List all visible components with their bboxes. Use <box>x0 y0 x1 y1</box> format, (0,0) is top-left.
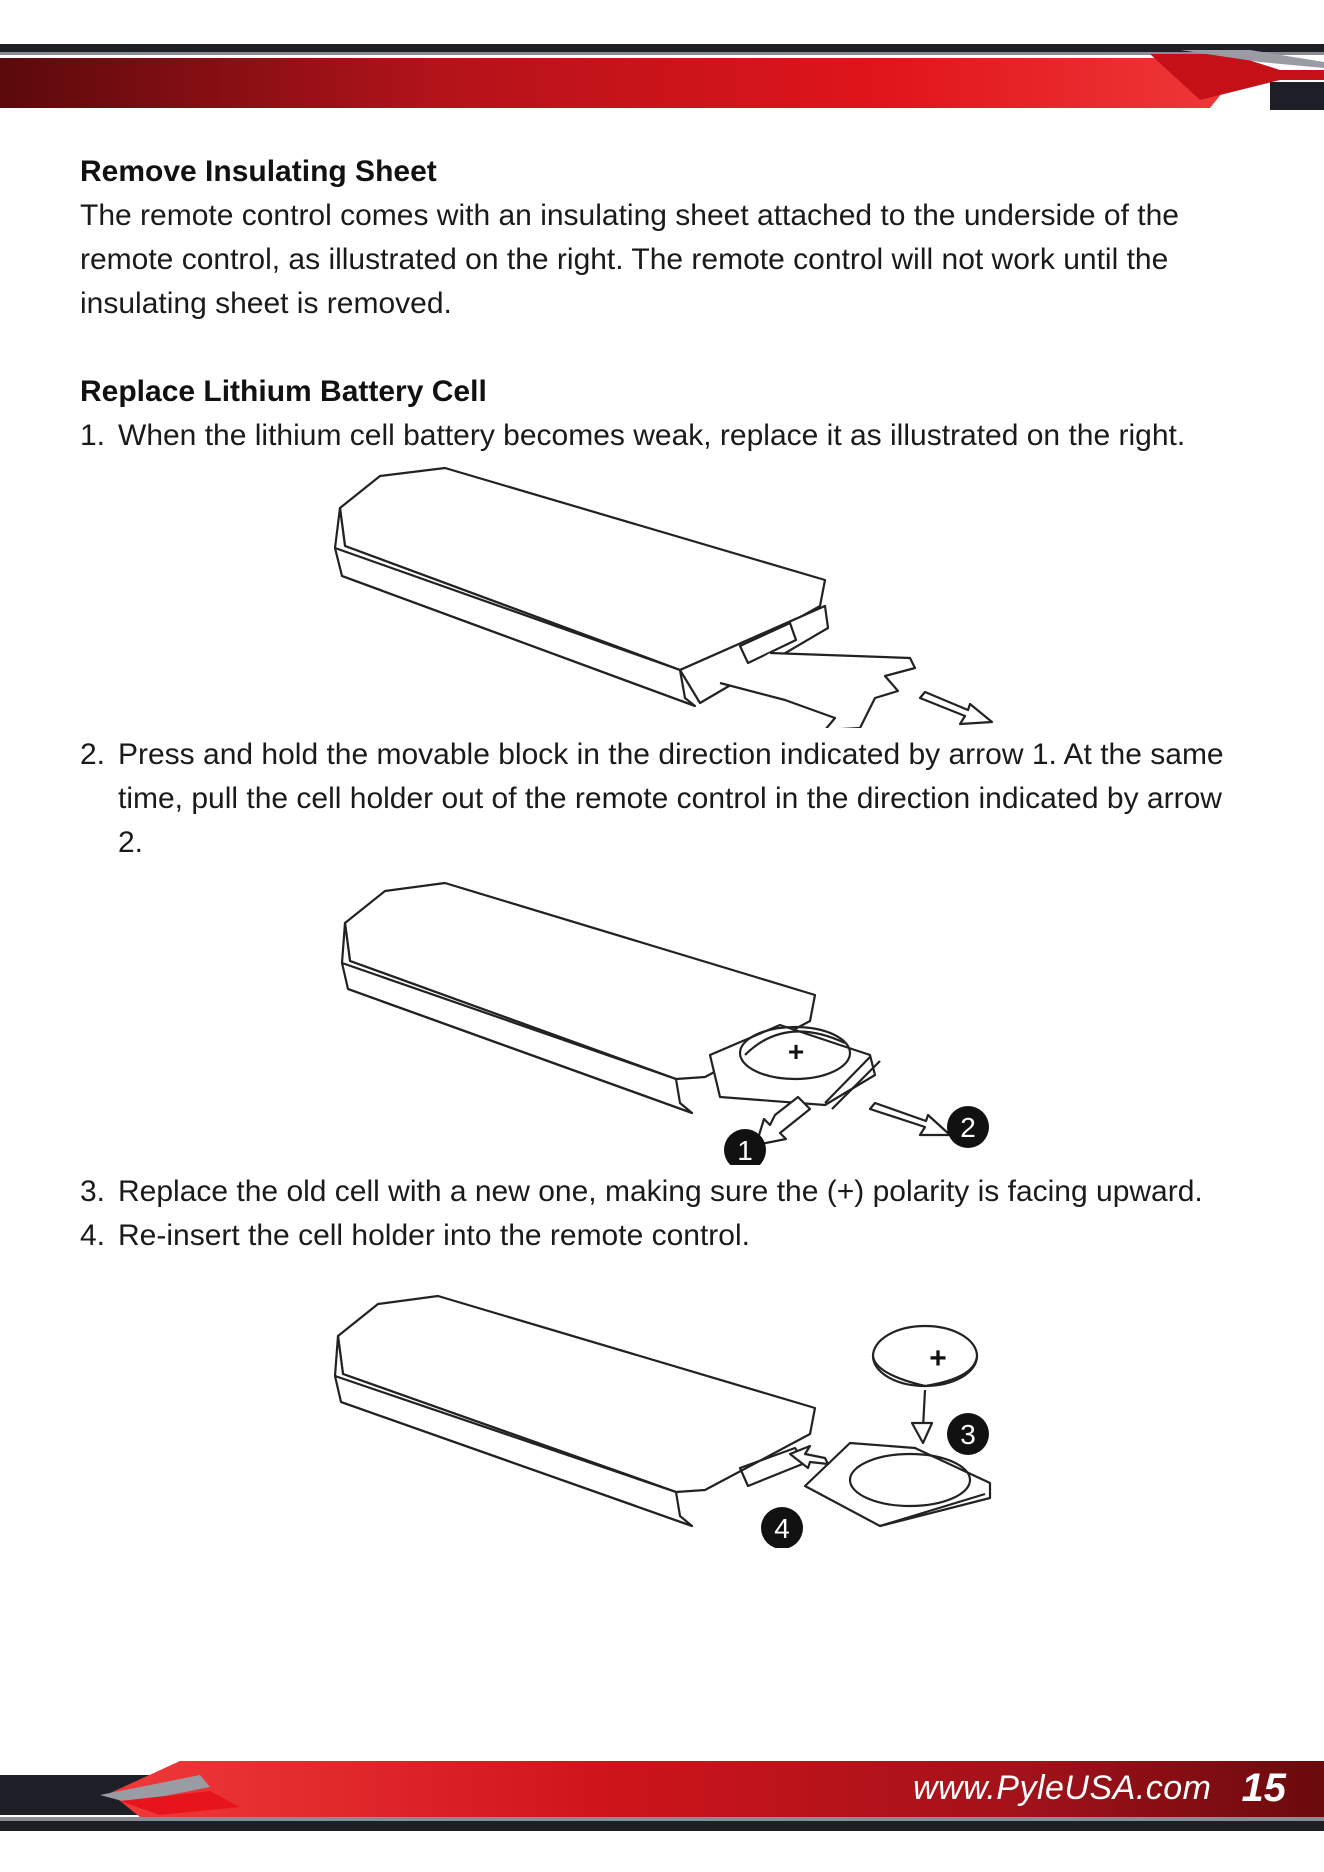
section-heading-replace-battery: Replace Lithium Battery Cell <box>80 375 487 408</box>
section-body-insulating-sheet: The remote control comes with an insulating sheet attached to the underside of the remote control, as illustrated on the right. The remote control will not work until the insulating sheet is removed. <box>80 199 1179 320</box>
page-number: 15 <box>1241 1765 1286 1810</box>
figure-replace-cell <box>80 1258 1250 1548</box>
header-band <box>0 40 1324 110</box>
step-text: Replace the old cell with a new one, making sure the (+) polarity is facing upward. <box>118 1175 1203 1208</box>
step-3 <box>80 1170 1250 1214</box>
callout-4-label: 4 <box>774 1513 790 1544</box>
callout-2-label: 2 <box>960 1112 976 1143</box>
callout-1-label: 1 <box>737 1135 753 1165</box>
plus-symbol: + <box>787 1036 805 1067</box>
step-4 <box>80 1214 1250 1258</box>
figure-cell-holder-removal <box>80 865 1250 1165</box>
plus-symbol: + <box>929 1342 947 1375</box>
step-number: 3. <box>80 1175 106 1208</box>
step-number: 1. <box>80 419 106 452</box>
step-2 <box>80 733 1250 865</box>
callout-3-label: 3 <box>960 1419 976 1450</box>
figure-insulating-sheet <box>80 458 1250 728</box>
step-1 <box>80 414 1250 458</box>
step-text: Press and hold the movable block in the direction indicated by arrow 1. At the same time, pull the cell holder out of the remote control in the direction indicated by arrow 2. <box>118 738 1224 859</box>
step-number: 4. <box>80 1219 106 1252</box>
section-heading-insulating-sheet: Remove Insulating Sheet <box>80 155 437 188</box>
footer-url[interactable]: www.PyleUSA.com <box>913 1768 1212 1807</box>
step-text: Re-insert the cell holder into the remote control. <box>118 1219 750 1252</box>
step-number: 2. <box>80 738 106 771</box>
step-text: When the lithium cell battery becomes weak, replace it as illustrated on the right. <box>118 419 1186 452</box>
footer-text <box>913 1763 1286 1813</box>
